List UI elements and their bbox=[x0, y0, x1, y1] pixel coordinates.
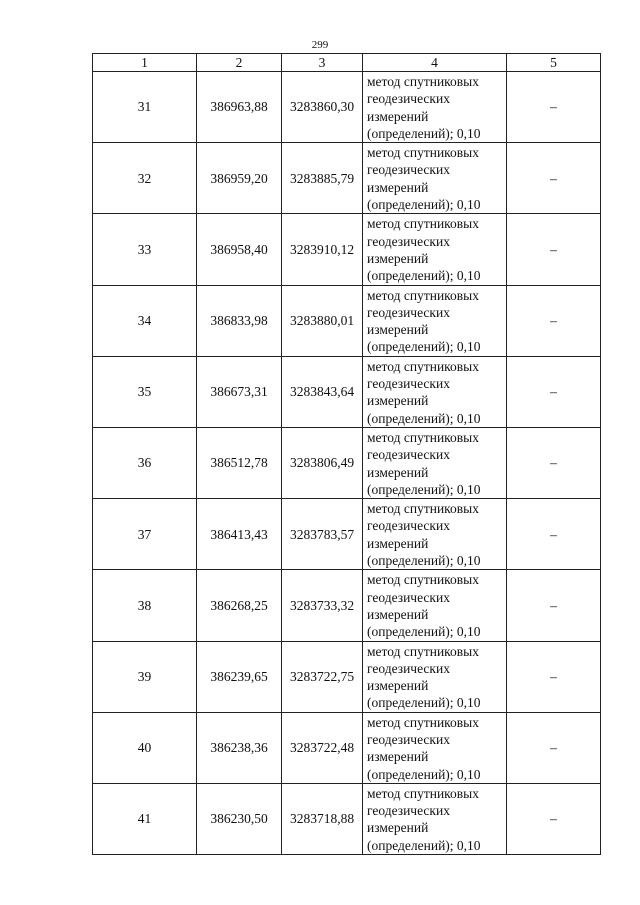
method-text-line: (определений); 0,10 bbox=[367, 766, 481, 782]
method-text-line: метод спутниковых bbox=[367, 572, 479, 588]
method-text-line: метод спутниковых bbox=[367, 714, 479, 730]
y-coordinate-cell: 3283910,12 bbox=[282, 214, 363, 285]
method-text-line: измерений bbox=[367, 250, 429, 266]
method-text-line: измерений bbox=[367, 464, 429, 480]
method-text-line: геодезических bbox=[367, 660, 450, 676]
method-text-line: измерений bbox=[367, 749, 429, 765]
method-text-line: геодезических bbox=[367, 91, 450, 107]
method-cell bbox=[363, 712, 507, 783]
method-text-line: (определений); 0,10 bbox=[367, 553, 481, 569]
method-text-line: измерений bbox=[367, 322, 429, 338]
column-header: 3 bbox=[282, 54, 363, 72]
table-row bbox=[93, 214, 601, 285]
point-number-cell: 32 bbox=[93, 143, 197, 214]
method-text-line: метод спутниковых bbox=[367, 785, 479, 801]
method-cell bbox=[363, 285, 507, 356]
method-text-line: геодезических bbox=[367, 518, 450, 534]
method-text-line: измерений bbox=[367, 179, 429, 195]
table-row bbox=[93, 783, 601, 854]
table-row bbox=[93, 356, 601, 427]
method-text-line: метод спутниковых bbox=[367, 643, 479, 659]
method-text-line: геодезических bbox=[367, 731, 450, 747]
note-cell: – bbox=[507, 427, 601, 498]
note-cell: – bbox=[507, 499, 601, 570]
method-text-line: геодезических bbox=[367, 162, 450, 178]
y-coordinate-cell: 3283722,75 bbox=[282, 641, 363, 712]
x-coordinate-cell: 386959,20 bbox=[197, 143, 282, 214]
method-text-line: (определений); 0,10 bbox=[367, 481, 481, 497]
point-number-cell: 38 bbox=[93, 570, 197, 641]
x-coordinate-cell: 386963,88 bbox=[197, 72, 282, 143]
x-coordinate-cell: 386512,78 bbox=[197, 427, 282, 498]
x-coordinate-cell: 386230,50 bbox=[197, 783, 282, 854]
y-coordinate-cell: 3283718,88 bbox=[282, 783, 363, 854]
note-cell: – bbox=[507, 783, 601, 854]
y-coordinate-cell: 3283843,64 bbox=[282, 356, 363, 427]
coordinates-table bbox=[92, 53, 601, 855]
method-text-line: геодезических bbox=[367, 447, 450, 463]
method-text-line: метод спутниковых bbox=[367, 287, 479, 303]
note-cell: – bbox=[507, 72, 601, 143]
x-coordinate-cell: 386413,43 bbox=[197, 499, 282, 570]
column-header: 4 bbox=[363, 54, 507, 72]
method-text-line: (определений); 0,10 bbox=[367, 837, 481, 853]
method-text-line: измерений bbox=[367, 678, 429, 694]
method-text-line: метод спутниковых bbox=[367, 216, 479, 232]
method-cell bbox=[363, 783, 507, 854]
method-text-line: измерений bbox=[367, 108, 429, 124]
table-row bbox=[93, 285, 601, 356]
method-text-line: геодезических bbox=[367, 233, 450, 249]
note-cell: – bbox=[507, 570, 601, 641]
method-text-line: (определений); 0,10 bbox=[367, 197, 481, 213]
point-number-cell: 34 bbox=[93, 285, 197, 356]
method-text-line: геодезических bbox=[367, 589, 450, 605]
table-row bbox=[93, 712, 601, 783]
method-text-line: измерений bbox=[367, 820, 429, 836]
table-row bbox=[93, 570, 601, 641]
y-coordinate-cell: 3283783,57 bbox=[282, 499, 363, 570]
note-cell: – bbox=[507, 143, 601, 214]
table-row bbox=[93, 499, 601, 570]
method-cell bbox=[363, 214, 507, 285]
method-text-line: метод спутниковых bbox=[367, 74, 479, 89]
method-text-line: (определений); 0,10 bbox=[367, 125, 481, 141]
point-number-cell: 33 bbox=[93, 214, 197, 285]
point-number-cell: 36 bbox=[93, 427, 197, 498]
x-coordinate-cell: 386238,36 bbox=[197, 712, 282, 783]
method-cell bbox=[363, 499, 507, 570]
method-text-line: (определений); 0,10 bbox=[367, 695, 481, 711]
column-header: 5 bbox=[507, 54, 601, 72]
x-coordinate-cell: 386673,31 bbox=[197, 356, 282, 427]
method-text-line: метод спутниковых bbox=[367, 145, 479, 161]
x-coordinate-cell: 386268,25 bbox=[197, 570, 282, 641]
point-number-cell: 35 bbox=[93, 356, 197, 427]
method-text-line: метод спутниковых bbox=[367, 358, 479, 374]
x-coordinate-cell: 386958,40 bbox=[197, 214, 282, 285]
y-coordinate-cell: 3283722,48 bbox=[282, 712, 363, 783]
table-row bbox=[93, 641, 601, 712]
method-text-line: измерений bbox=[367, 393, 429, 409]
point-number-cell: 39 bbox=[93, 641, 197, 712]
y-coordinate-cell: 3283860,30 bbox=[282, 72, 363, 143]
y-coordinate-cell: 3283885,79 bbox=[282, 143, 363, 214]
header-row bbox=[93, 54, 601, 72]
method-cell bbox=[363, 143, 507, 214]
method-text-line: метод спутниковых bbox=[367, 429, 479, 445]
method-text-line: геодезических bbox=[367, 304, 450, 320]
point-number-cell: 37 bbox=[93, 499, 197, 570]
point-number-cell: 40 bbox=[93, 712, 197, 783]
method-cell bbox=[363, 427, 507, 498]
note-cell: – bbox=[507, 356, 601, 427]
x-coordinate-cell: 386239,65 bbox=[197, 641, 282, 712]
method-cell bbox=[363, 356, 507, 427]
point-number-cell: 41 bbox=[93, 783, 197, 854]
method-cell bbox=[363, 72, 507, 143]
method-text-line: геодезических bbox=[367, 376, 450, 392]
column-header: 2 bbox=[197, 54, 282, 72]
x-coordinate-cell: 386833,98 bbox=[197, 285, 282, 356]
method-cell bbox=[363, 570, 507, 641]
method-text-line: (определений); 0,10 bbox=[367, 339, 481, 355]
y-coordinate-cell: 3283733,32 bbox=[282, 570, 363, 641]
method-text-line: (определений); 0,10 bbox=[367, 624, 481, 640]
note-cell: – bbox=[507, 214, 601, 285]
table-row bbox=[93, 72, 601, 143]
method-text-line: измерений bbox=[367, 535, 429, 551]
note-cell: – bbox=[507, 285, 601, 356]
column-header: 1 bbox=[93, 54, 197, 72]
method-text-line: (определений); 0,10 bbox=[367, 268, 481, 284]
note-cell: – bbox=[507, 712, 601, 783]
method-text-line: геодезических bbox=[367, 803, 450, 819]
method-text-line: (определений); 0,10 bbox=[367, 410, 481, 426]
page-number: 299 bbox=[311, 39, 329, 51]
point-number-cell: 31 bbox=[93, 72, 197, 143]
method-cell bbox=[363, 641, 507, 712]
method-text-line: измерений bbox=[367, 606, 429, 622]
y-coordinate-cell: 3283806,49 bbox=[282, 427, 363, 498]
table-row bbox=[93, 427, 601, 498]
y-coordinate-cell: 3283880,01 bbox=[282, 285, 363, 356]
method-text-line: метод спутниковых bbox=[367, 501, 479, 517]
note-cell: – bbox=[507, 641, 601, 712]
table-row bbox=[93, 143, 601, 214]
table-body bbox=[93, 72, 601, 855]
